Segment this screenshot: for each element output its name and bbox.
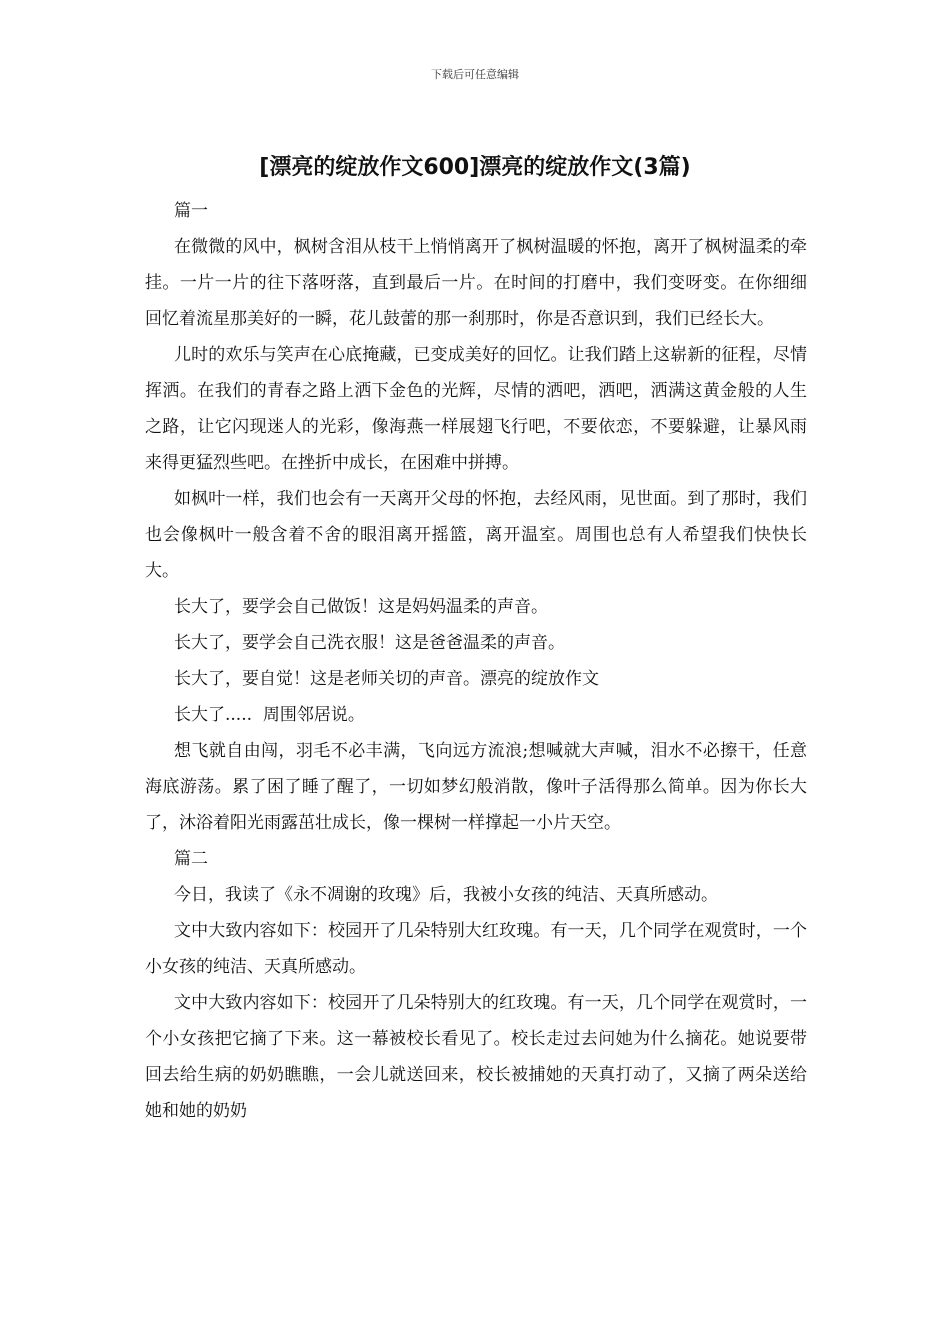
paragraph: 儿时的欢乐与笑声在心底掩藏，已变成美好的回忆。让我们踏上这崭新的征程，尽情挥洒。在我们的青春之路上洒下金色的光辉，尽情的洒吧，洒吧，洒满这黄金般的人生之路，让它闪现迷人的光彩，像海燕一样展翅飞行吧，不要依恋，不要躲避，让暴风雨来得更猛烈些吧。在挫折中成长，在困难中拼搏。 bbox=[145, 345, 807, 473]
document-body bbox=[145, 193, 807, 1129]
section-heading-2: 篇二 bbox=[174, 849, 208, 869]
paragraph: 长大了，要自觉！这是老师关切的声音。漂亮的绽放作文 bbox=[174, 669, 599, 689]
paragraph: 长大了..... 周围邻居说。 bbox=[174, 705, 365, 725]
header-note: 下载后可任意编辑 bbox=[431, 68, 519, 81]
paragraph: 文中大致内容如下：校园开了几朵特别大红玫瑰。有一天，几个同学在观赏时，一个小女孩的纯洁、天真所感动。 bbox=[145, 921, 807, 977]
paragraph: 长大了，要学会自己做饭！这是妈妈温柔的声音。 bbox=[174, 597, 548, 617]
paragraph: 文中大致内容如下：校园开了几朵特别大的红玫瑰。有一天，几个同学在观赏时，一个小女孩把它摘了下来。这一幕被校长看见了。校长走过去问她为什么摘花。她说要带回去给生病的奶奶瞧瞧，一会儿就送回来，校长被捕她的天真打动了，又摘了两朵送给她和她的奶奶 bbox=[145, 993, 807, 1121]
paragraph: 想飞就自由闯，羽毛不必丰满，飞向远方流浪;想喊就大声喊，泪水不必擦干，任意海底游荡。累了困了睡了醒了，一切如梦幻般消散，像叶子活得那么简单。因为你长大了，沐浴着阳光雨露茁壮成长，像一棵树一样撑起一小片天空。 bbox=[145, 741, 807, 833]
section-heading-1: 篇一 bbox=[174, 201, 208, 221]
document-title: [漂亮的绽放作文600]漂亮的绽放作文(3篇) bbox=[259, 155, 691, 180]
paragraph: 今日，我读了《永不凋谢的玫瑰》后，我被小女孩的纯洁、天真所感动。 bbox=[174, 885, 718, 905]
paragraph: 如枫叶一样，我们也会有一天离开父母的怀抱，去经风雨，见世面。到了那时，我们也会像枫叶一般含着不舍的眼泪离开摇篮，离开温室。周围也总有人希望我们快快长大。 bbox=[145, 489, 807, 581]
paragraph: 在微微的风中，枫树含泪从枝干上悄悄离开了枫树温暖的怀抱，离开了枫树温柔的牵挂。一片一片的往下落呀落，直到最后一片。在时间的打磨中，我们变呀变。在你细细回忆着流星那美好的一瞬，花儿鼓蕾的那一刹那时，你是否意识到，我们已经长大。 bbox=[145, 237, 807, 329]
paragraph: 长大了，要学会自己洗衣服！这是爸爸温柔的声音。 bbox=[174, 633, 565, 653]
